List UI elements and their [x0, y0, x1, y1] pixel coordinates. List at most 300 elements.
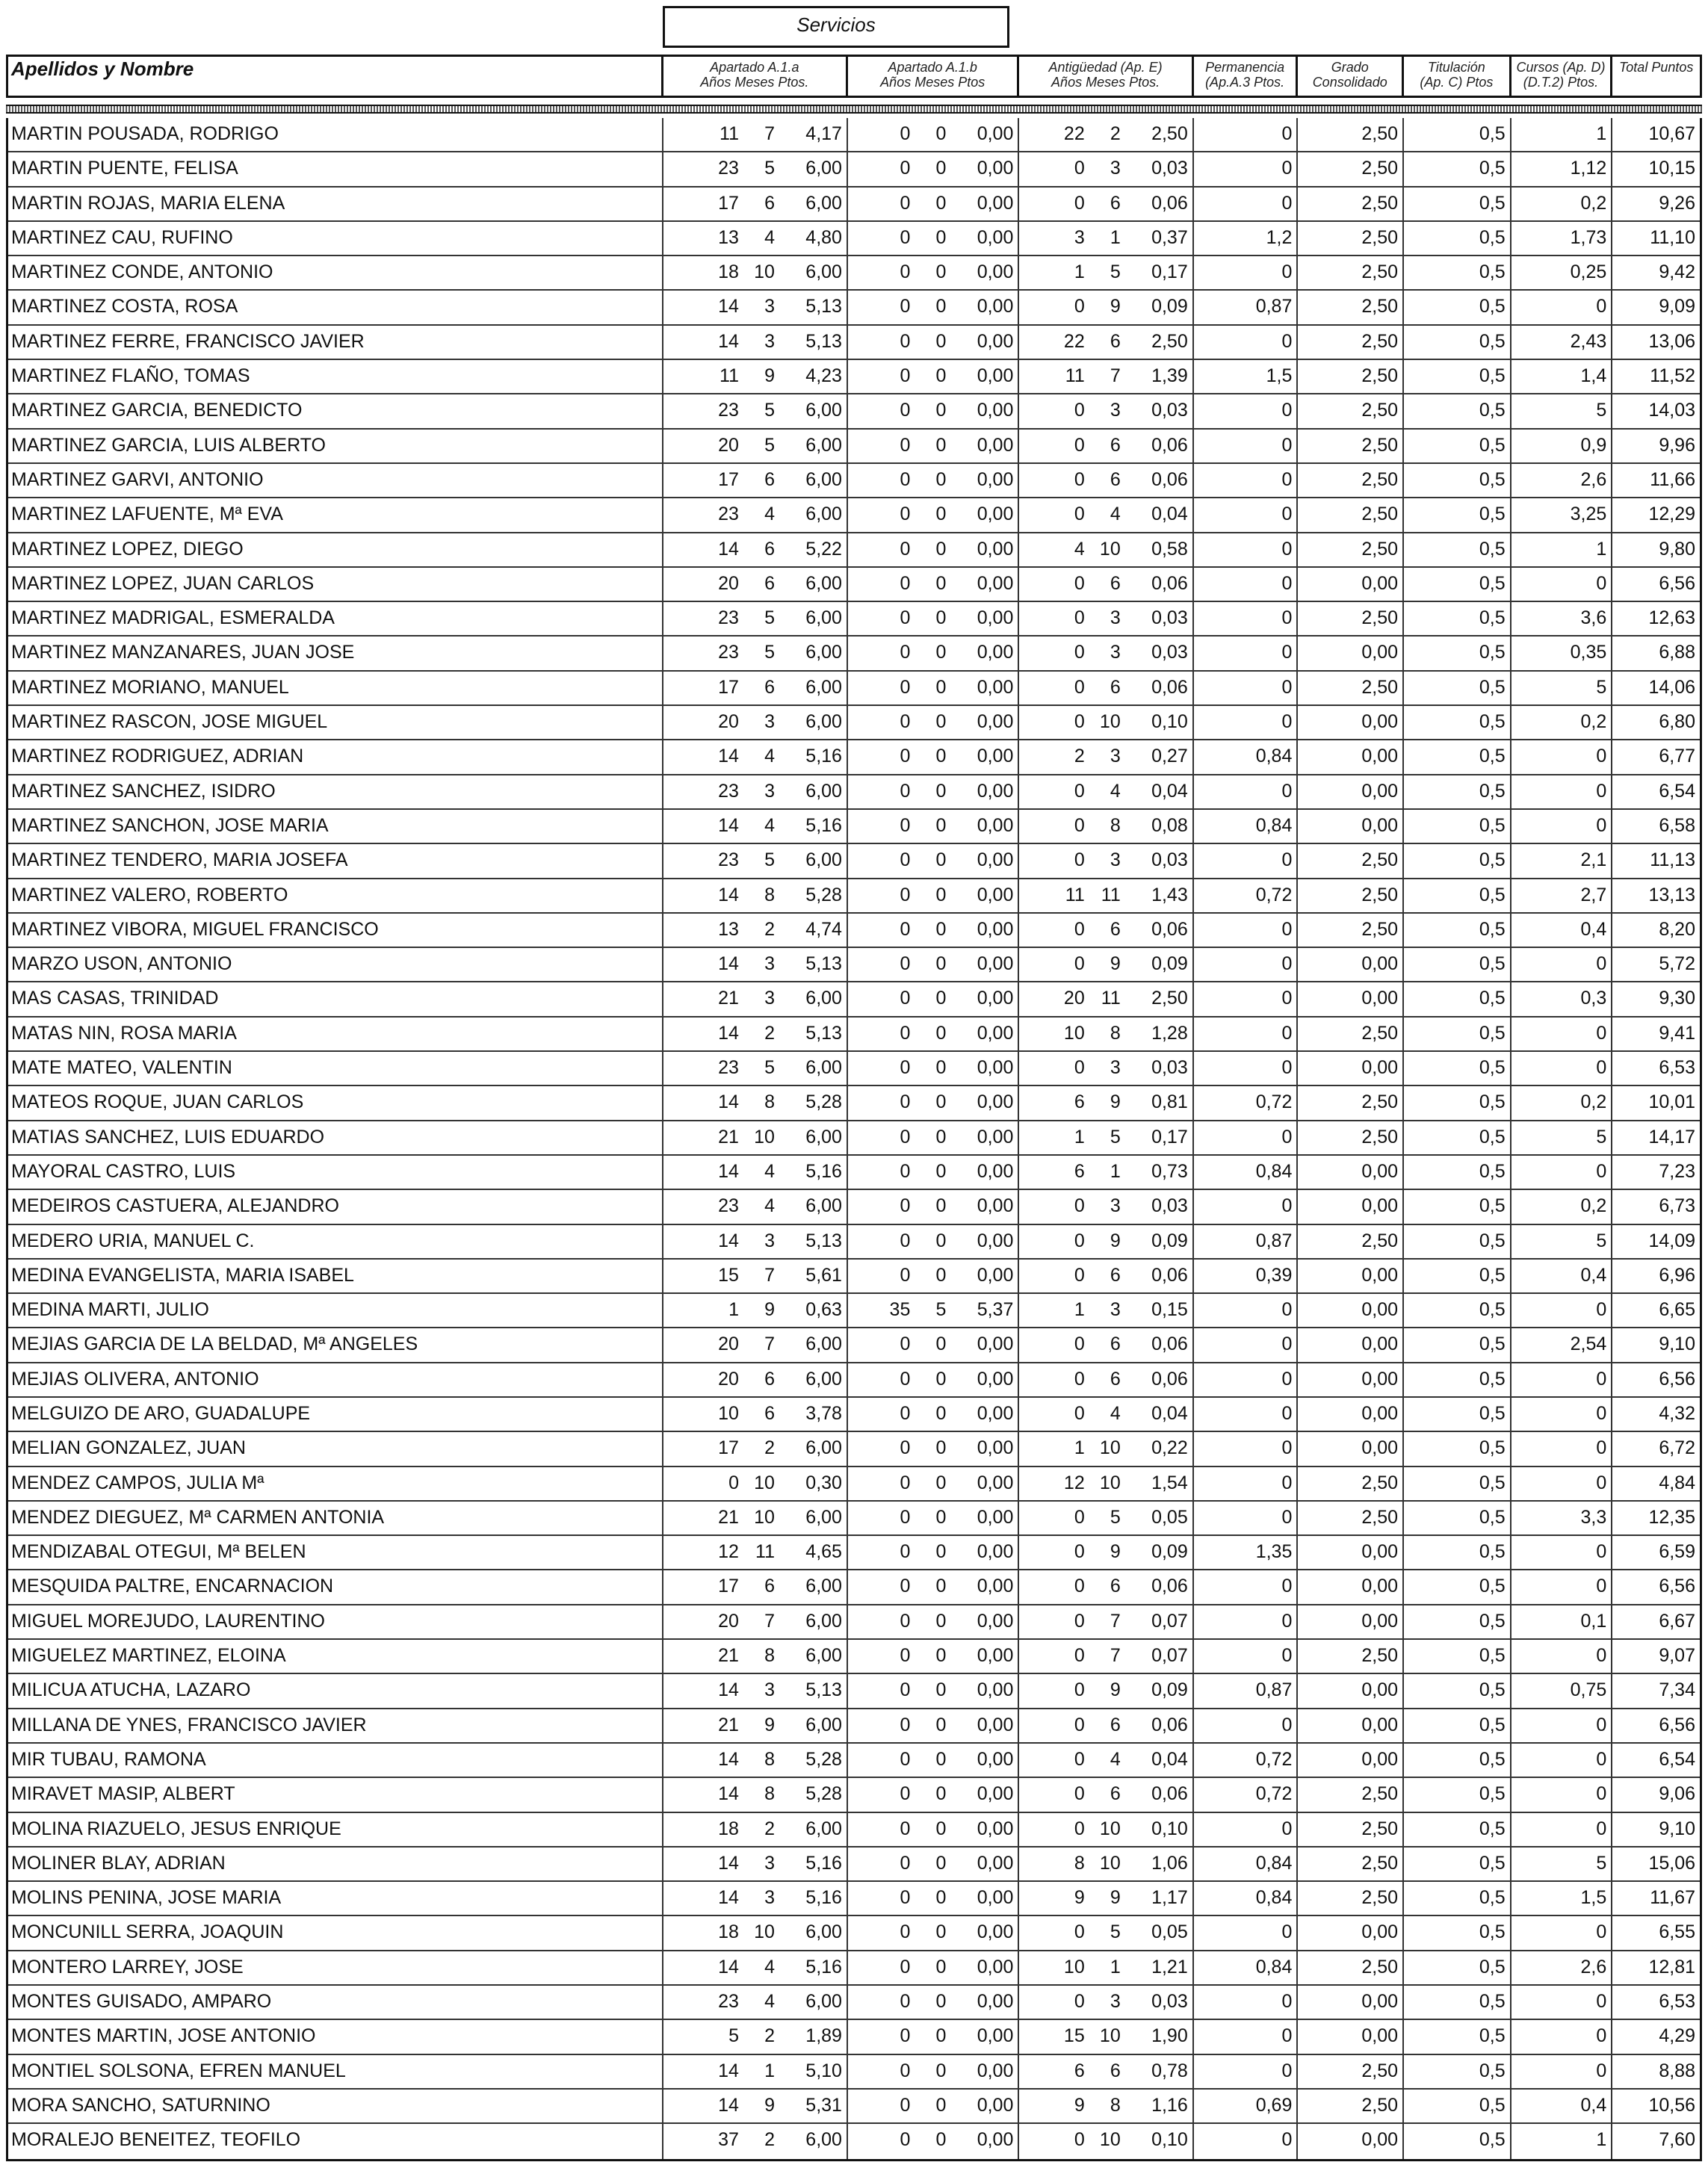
- cell-a1b: [848, 1744, 1019, 1777]
- table-row: [8, 2090, 1700, 2124]
- antiguedad-months: 7: [1110, 1645, 1121, 1667]
- table-row: [8, 2124, 1700, 2158]
- a1b-months: 0: [935, 1818, 947, 1839]
- cell-a1b: [848, 1121, 1019, 1154]
- antiguedad-months: 3: [1110, 849, 1121, 871]
- cell-titulacion: 0,5: [1404, 1467, 1511, 1500]
- a1b-points: 0,00: [977, 988, 1014, 1009]
- cell-a1a: [663, 1328, 848, 1361]
- cell-permanencia: 0,84: [1194, 1882, 1299, 1915]
- antiguedad-months: 3: [1110, 1991, 1121, 2013]
- cell-antiguedad: [1019, 1260, 1193, 1292]
- a1b-months: 0: [935, 607, 947, 629]
- cell-titulacion: 0,5: [1404, 430, 1511, 462]
- a1b-points: 0,00: [977, 330, 1014, 352]
- cell-total: 8,20: [1659, 918, 1695, 940]
- cell-a1a: [663, 810, 848, 843]
- antiguedad-points: 1,54: [1151, 1472, 1188, 1493]
- antiguedad-years: 0: [1074, 192, 1085, 214]
- a1b-points: 0,00: [977, 1057, 1014, 1079]
- cell-grado: 2,50: [1298, 1882, 1404, 1915]
- header-sublabel: Consolidado: [1312, 75, 1387, 90]
- a1b-points: 0,00: [977, 849, 1014, 871]
- cell-a1a: [663, 1744, 848, 1777]
- cell-a1b: [848, 948, 1019, 981]
- antiguedad-points: 0,06: [1151, 1264, 1188, 1286]
- antiguedad-months: 9: [1110, 1887, 1121, 1909]
- a1a-months: 1: [764, 2060, 775, 2081]
- cell-name: MARTINEZ CAU, RUFINO: [8, 222, 663, 255]
- antiguedad-points: 0,04: [1151, 504, 1188, 525]
- cell-cursos: 0,2: [1511, 706, 1613, 739]
- antiguedad-years: 0: [1074, 1783, 1085, 1805]
- a1b-months: 0: [935, 884, 947, 905]
- cell-cursos: 2,6: [1511, 1951, 1613, 1984]
- a1a-points: 4,23: [805, 365, 842, 387]
- cell-titulacion: 0,5: [1404, 1570, 1511, 1603]
- cell-grado: 2,50: [1298, 879, 1404, 912]
- cell-a1b: [848, 914, 1019, 947]
- cell-cursos: 0: [1511, 1536, 1613, 1569]
- antiguedad-months: 3: [1110, 607, 1121, 629]
- antiguedad-months: 10: [1099, 1472, 1121, 1493]
- a1a-years: 18: [718, 1818, 739, 1839]
- cell-grado: 0,00: [1298, 1986, 1404, 2019]
- a1b-years: 0: [900, 1610, 911, 1632]
- cell-antiguedad: [1019, 498, 1193, 531]
- header-label: Grado: [1331, 60, 1369, 75]
- cell-cursos: 0: [1511, 775, 1613, 808]
- antiguedad-months: 6: [1110, 468, 1121, 490]
- a1b-years: 0: [900, 1783, 911, 1805]
- cell-titulacion: 0,5: [1404, 1432, 1511, 1465]
- a1b-points: 0,00: [977, 572, 1014, 594]
- a1b-years: 0: [900, 468, 911, 490]
- cell-a1b: [848, 1813, 1019, 1846]
- cell-total: 9,42: [1659, 261, 1695, 283]
- antiguedad-years: 4: [1074, 538, 1085, 560]
- cell-a1b: [848, 1190, 1019, 1223]
- cell-titulacion: 0,5: [1404, 464, 1511, 497]
- cell-grado: 2,50: [1298, 222, 1404, 255]
- cell-a1b: [848, 672, 1019, 704]
- a1b-months: 0: [935, 953, 947, 975]
- antiguedad-years: 0: [1074, 504, 1085, 525]
- a1a-months: 2: [764, 2025, 775, 2047]
- cell-titulacion: 0,5: [1404, 1848, 1511, 1880]
- antiguedad-points: 0,15: [1151, 1299, 1188, 1321]
- a1a-months: 5: [764, 607, 775, 629]
- cell-a1a: [663, 2124, 848, 2158]
- table-row: [8, 1018, 1700, 1052]
- a1a-years: 14: [718, 1022, 739, 1044]
- cell-antiguedad: [1019, 1605, 1193, 1638]
- antiguedad-months: 3: [1110, 1195, 1121, 1217]
- antiguedad-months: 1: [1110, 1160, 1121, 1182]
- cell-permanencia: 0: [1194, 1190, 1299, 1223]
- cell-a1a: [663, 706, 848, 739]
- cell-name: MESQUIDA PALTRE, ENCARNACION: [8, 1570, 663, 1603]
- a1a-years: 14: [718, 538, 739, 560]
- a1b-months: 0: [935, 711, 947, 733]
- cell-name: MENDEZ DIEGUEZ, Mª CARMEN ANTONIA: [8, 1502, 663, 1534]
- antiguedad-points: 0,04: [1151, 780, 1188, 802]
- cell-permanencia: 0,84: [1194, 740, 1299, 773]
- table-row: [8, 1190, 1700, 1224]
- antiguedad-months: 8: [1110, 1022, 1121, 1044]
- cell-cursos: 0: [1511, 1744, 1613, 1777]
- cell-cursos: 0: [1511, 1778, 1613, 1811]
- cell-cursos: 1: [1511, 2124, 1613, 2158]
- cell-cursos: 0: [1511, 1018, 1613, 1050]
- a1a-months: 4: [764, 746, 775, 767]
- antiguedad-points: 0,37: [1151, 226, 1188, 248]
- table-row: [8, 498, 1700, 533]
- header-label: Antigüedad (Ap. E): [1048, 60, 1163, 75]
- cell-titulacion: 0,5: [1404, 2055, 1511, 2088]
- antiguedad-years: 0: [1074, 953, 1085, 975]
- cell-total: 10,67: [1648, 123, 1695, 144]
- a1b-years: 0: [900, 1921, 911, 1943]
- a1a-months: 9: [764, 1299, 775, 1321]
- a1b-points: 0,00: [977, 953, 1014, 975]
- cell-a1b: [848, 394, 1019, 427]
- a1a-years: 0: [728, 1472, 739, 1493]
- antiguedad-months: 6: [1110, 1576, 1121, 1597]
- cell-grado: 2,50: [1298, 1121, 1404, 1154]
- cell-total: 5,72: [1659, 953, 1695, 975]
- a1a-months: 2: [764, 1818, 775, 1839]
- cell-total: 12,29: [1648, 504, 1695, 525]
- cell-titulacion: 0,5: [1404, 2124, 1511, 2158]
- cell-name: MARTINEZ LOPEZ, JUAN CARLOS: [8, 568, 663, 601]
- a1a-points: 6,00: [805, 1645, 842, 1667]
- antiguedad-points: 2,50: [1151, 123, 1188, 144]
- a1b-years: 0: [900, 261, 911, 283]
- cell-antiguedad: [1019, 1432, 1193, 1465]
- antiguedad-years: 9: [1074, 2094, 1085, 2116]
- cell-total: 6,56: [1659, 572, 1695, 594]
- table-row: [8, 1052, 1700, 1086]
- cell-a1a: [663, 1086, 848, 1119]
- a1a-years: 23: [718, 607, 739, 629]
- cell-titulacion: 0,5: [1404, 948, 1511, 981]
- cell-grado: 2,50: [1298, 326, 1404, 359]
- a1a-points: 6,00: [805, 1576, 842, 1597]
- header-label: Apellidos y Nombre: [11, 58, 194, 80]
- table-row: [8, 914, 1700, 948]
- a1b-years: 0: [900, 1057, 911, 1079]
- antiguedad-points: 0,22: [1151, 1437, 1188, 1459]
- a1b-years: 0: [900, 192, 911, 214]
- cell-a1b: [848, 810, 1019, 843]
- antiguedad-points: 0,06: [1151, 1576, 1188, 1597]
- cell-grado: 2,50: [1298, 2055, 1404, 2088]
- antiguedad-months: 7: [1110, 1610, 1121, 1632]
- a1a-years: 14: [718, 1956, 739, 1977]
- a1a-years: 5: [728, 2025, 739, 2047]
- a1a-points: 6,00: [805, 1334, 842, 1355]
- a1b-months: 0: [935, 1506, 947, 1528]
- cell-cursos: 5: [1511, 672, 1613, 704]
- antiguedad-months: 9: [1110, 1091, 1121, 1113]
- cell-name: MENDEZ CAMPOS, JULIA Mª: [8, 1467, 663, 1500]
- cell-grado: 2,50: [1298, 1640, 1404, 1673]
- antiguedad-points: 0,06: [1151, 1368, 1188, 1390]
- antiguedad-years: 0: [1074, 158, 1085, 179]
- antiguedad-months: 3: [1110, 746, 1121, 767]
- a1b-points: 0,00: [977, 1160, 1014, 1182]
- a1b-months: 0: [935, 226, 947, 248]
- a1b-months: 0: [935, 468, 947, 490]
- cell-permanencia: 0,84: [1194, 1848, 1299, 1880]
- cell-titulacion: 0,5: [1404, 775, 1511, 808]
- cell-a1a: [663, 1605, 848, 1638]
- a1a-points: 6,00: [805, 192, 842, 214]
- a1b-points: 0,00: [977, 780, 1014, 802]
- cell-cursos: 5: [1511, 1121, 1613, 1154]
- cell-titulacion: 0,5: [1404, 672, 1511, 704]
- header-label: Titulación: [1427, 60, 1485, 75]
- cell-a1b: [848, 982, 1019, 1015]
- a1a-years: 14: [718, 2060, 739, 2081]
- cell-antiguedad: [1019, 637, 1193, 669]
- antiguedad-months: 5: [1110, 1126, 1121, 1148]
- cell-a1b: [848, 498, 1019, 531]
- a1a-years: 14: [718, 1783, 739, 1805]
- cell-a1a: [663, 533, 848, 566]
- cell-antiguedad: [1019, 291, 1193, 323]
- header-col-apartado-a1a: [663, 57, 848, 96]
- cell-a1a: [663, 1225, 848, 1258]
- cell-grado: 0,00: [1298, 1709, 1404, 1742]
- a1a-months: 7: [764, 1334, 775, 1355]
- a1b-points: 0,00: [977, 504, 1014, 525]
- a1b-points: 0,00: [977, 1714, 1014, 1735]
- a1a-years: 1: [728, 1299, 739, 1321]
- antiguedad-months: 11: [1101, 884, 1121, 905]
- cell-total: 15,06: [1648, 1852, 1695, 1874]
- header-sublabel: (Ap. C) Ptos: [1420, 75, 1494, 90]
- servicios-header: Servicios: [663, 6, 1009, 48]
- a1b-months: 0: [935, 504, 947, 525]
- a1b-years: 0: [900, 1714, 911, 1735]
- cell-antiguedad: [1019, 118, 1193, 151]
- cell-cursos: 0: [1511, 1986, 1613, 2019]
- antiguedad-points: 2,50: [1151, 988, 1188, 1009]
- a1a-points: 5,31: [805, 2094, 842, 2116]
- cell-permanencia: 0: [1194, 118, 1299, 151]
- a1b-months: 0: [935, 1472, 947, 1493]
- cell-name: MAYORAL CASTRO, LUIS: [8, 1156, 663, 1189]
- a1a-months: 6: [764, 1402, 775, 1424]
- cell-titulacion: 0,5: [1404, 1502, 1511, 1534]
- a1b-months: 0: [935, 1645, 947, 1667]
- a1a-years: 15: [718, 1264, 739, 1286]
- cell-permanencia: 0: [1194, 672, 1299, 704]
- a1a-points: 5,16: [805, 1160, 842, 1182]
- a1b-points: 0,00: [977, 1610, 1014, 1632]
- cell-a1a: [663, 326, 848, 359]
- cell-cursos: 0,2: [1511, 1086, 1613, 1119]
- a1a-points: 5,22: [805, 538, 842, 560]
- cell-antiguedad: [1019, 948, 1193, 981]
- cell-a1b: [848, 1916, 1019, 1949]
- cell-total: 6,55: [1659, 1921, 1695, 1943]
- cell-a1a: [663, 914, 848, 947]
- cell-cursos: 0: [1511, 1156, 1613, 1189]
- cell-titulacion: 0,5: [1404, 1640, 1511, 1673]
- cell-grado: 0,00: [1298, 1156, 1404, 1189]
- cell-permanencia: 1,35: [1194, 1536, 1299, 1569]
- antiguedad-years: 0: [1074, 1195, 1085, 1217]
- header-sublabel: Años Meses Ptos.: [1051, 75, 1160, 90]
- cell-grado: 2,50: [1298, 1018, 1404, 1050]
- a1b-points: 0,00: [977, 192, 1014, 214]
- cell-titulacion: 0,5: [1404, 1294, 1511, 1327]
- a1b-points: 5,37: [977, 1299, 1014, 1321]
- a1a-points: 5,13: [805, 1022, 842, 1044]
- a1a-months: 9: [764, 1714, 775, 1735]
- cell-titulacion: 0,5: [1404, 637, 1511, 669]
- a1b-months: 0: [935, 1887, 947, 1909]
- antiguedad-months: 3: [1110, 1299, 1121, 1321]
- cell-a1a: [663, 1640, 848, 1673]
- antiguedad-months: 4: [1110, 1402, 1121, 1424]
- cell-antiguedad: [1019, 256, 1193, 289]
- a1a-months: 9: [764, 2094, 775, 2116]
- cell-a1b: [848, 360, 1019, 393]
- a1b-months: 0: [935, 1230, 947, 1251]
- cell-total: 14,17: [1648, 1126, 1695, 1148]
- cell-grado: 0,00: [1298, 1674, 1404, 1707]
- header-col-cursos: [1511, 57, 1613, 96]
- antiguedad-points: 0,10: [1151, 711, 1188, 733]
- a1b-points: 0,00: [977, 1991, 1014, 2013]
- cell-cursos: 0: [1511, 948, 1613, 981]
- cell-name: MARTINEZ RASCON, JOSE MIGUEL: [8, 706, 663, 739]
- cell-name: MARTINEZ SANCHEZ, ISIDRO: [8, 775, 663, 808]
- header-col-total: [1612, 57, 1700, 96]
- cell-permanencia: 0: [1194, 775, 1299, 808]
- table-row: [8, 568, 1700, 602]
- a1a-points: 6,00: [805, 1991, 842, 2013]
- cell-a1b: [848, 1467, 1019, 1500]
- table-row: [8, 1778, 1700, 1812]
- cell-antiguedad: [1019, 1986, 1193, 2019]
- cell-titulacion: 0,5: [1404, 1398, 1511, 1431]
- cell-antiguedad: [1019, 1467, 1193, 1500]
- antiguedad-years: 0: [1074, 1402, 1085, 1424]
- a1b-years: 0: [900, 814, 911, 836]
- antiguedad-years: 0: [1074, 1368, 1085, 1390]
- a1b-months: 0: [935, 1160, 947, 1182]
- antiguedad-points: 0,06: [1151, 1714, 1188, 1735]
- cell-name: MEDINA EVANGELISTA, MARIA ISABEL: [8, 1260, 663, 1292]
- a1a-points: 6,00: [805, 676, 842, 698]
- a1b-points: 0,00: [977, 1576, 1014, 1597]
- a1a-years: 37: [718, 2129, 739, 2151]
- a1b-years: 0: [900, 2129, 911, 2151]
- antiguedad-months: 8: [1110, 2094, 1121, 2116]
- a1a-months: 3: [764, 988, 775, 1009]
- a1a-months: 3: [764, 953, 775, 975]
- a1b-points: 0,00: [977, 1541, 1014, 1563]
- antiguedad-months: 6: [1110, 330, 1121, 352]
- cell-permanencia: 0,72: [1194, 1086, 1299, 1119]
- antiguedad-years: 10: [1063, 1956, 1085, 1977]
- a1b-points: 0,00: [977, 365, 1014, 387]
- a1a-months: 6: [764, 1368, 775, 1390]
- a1b-years: 0: [900, 1956, 911, 1977]
- cell-permanencia: 0: [1194, 1813, 1299, 1846]
- a1a-points: 5,28: [805, 1748, 842, 1770]
- cell-antiguedad: [1019, 1363, 1193, 1396]
- a1a-years: 13: [718, 918, 739, 940]
- cell-permanencia: 0,87: [1194, 1674, 1299, 1707]
- cell-titulacion: 0,5: [1404, 1778, 1511, 1811]
- cell-a1b: [848, 2124, 1019, 2158]
- cell-name: MONTERO LARREY, JOSE: [8, 1951, 663, 1984]
- table-row: [8, 1432, 1700, 1467]
- cell-a1b: [848, 464, 1019, 497]
- cell-a1a: [663, 464, 848, 497]
- table-row: [8, 1121, 1700, 1156]
- antiguedad-months: 4: [1110, 1748, 1121, 1770]
- a1b-points: 0,00: [977, 1852, 1014, 1874]
- cell-grado: 0,00: [1298, 1190, 1404, 1223]
- cell-cursos: 1,12: [1511, 152, 1613, 185]
- a1b-years: 0: [900, 2025, 911, 2047]
- a1a-months: 3: [764, 1852, 775, 1874]
- cell-permanencia: 0: [1194, 948, 1299, 981]
- a1a-months: 7: [764, 1610, 775, 1632]
- cell-grado: 2,50: [1298, 430, 1404, 462]
- cell-antiguedad: [1019, 326, 1193, 359]
- cell-grado: 0,00: [1298, 1294, 1404, 1327]
- cell-antiguedad: [1019, 1744, 1193, 1777]
- antiguedad-points: 0,06: [1151, 1783, 1188, 1805]
- cell-grado: 0,00: [1298, 1570, 1404, 1603]
- cell-name: MEDINA MARTI, JULIO: [8, 1294, 663, 1327]
- antiguedad-points: 0,10: [1151, 1818, 1188, 1839]
- cell-grado: 2,50: [1298, 2090, 1404, 2122]
- cell-antiguedad: [1019, 1640, 1193, 1673]
- antiguedad-years: 0: [1074, 1679, 1085, 1701]
- a1a-years: 13: [718, 226, 739, 248]
- cell-name: MORALEJO BENEITEZ, TEOFILO: [8, 2124, 663, 2158]
- cell-cursos: 1,73: [1511, 222, 1613, 255]
- cell-cursos: 1,4: [1511, 360, 1613, 393]
- a1b-months: 0: [935, 572, 947, 594]
- cell-total: 9,10: [1659, 1334, 1695, 1355]
- cell-a1a: [663, 1986, 848, 2019]
- a1a-months: 4: [764, 504, 775, 525]
- a1a-months: 4: [764, 226, 775, 248]
- a1b-points: 0,00: [977, 1748, 1014, 1770]
- cell-name: MATEOS ROQUE, JUAN CARLOS: [8, 1086, 663, 1119]
- cell-grado: 2,50: [1298, 1813, 1404, 1846]
- antiguedad-years: 0: [1074, 1921, 1085, 1943]
- cell-name: MORA SANCHO, SATURNINO: [8, 2090, 663, 2122]
- antiguedad-months: 9: [1110, 953, 1121, 975]
- cell-permanencia: 0: [1194, 498, 1299, 531]
- table-row: [8, 810, 1700, 844]
- table-row: [8, 982, 1700, 1017]
- cell-grado: 0,00: [1298, 810, 1404, 843]
- antiguedad-months: 6: [1110, 572, 1121, 594]
- a1b-months: 0: [935, 1852, 947, 1874]
